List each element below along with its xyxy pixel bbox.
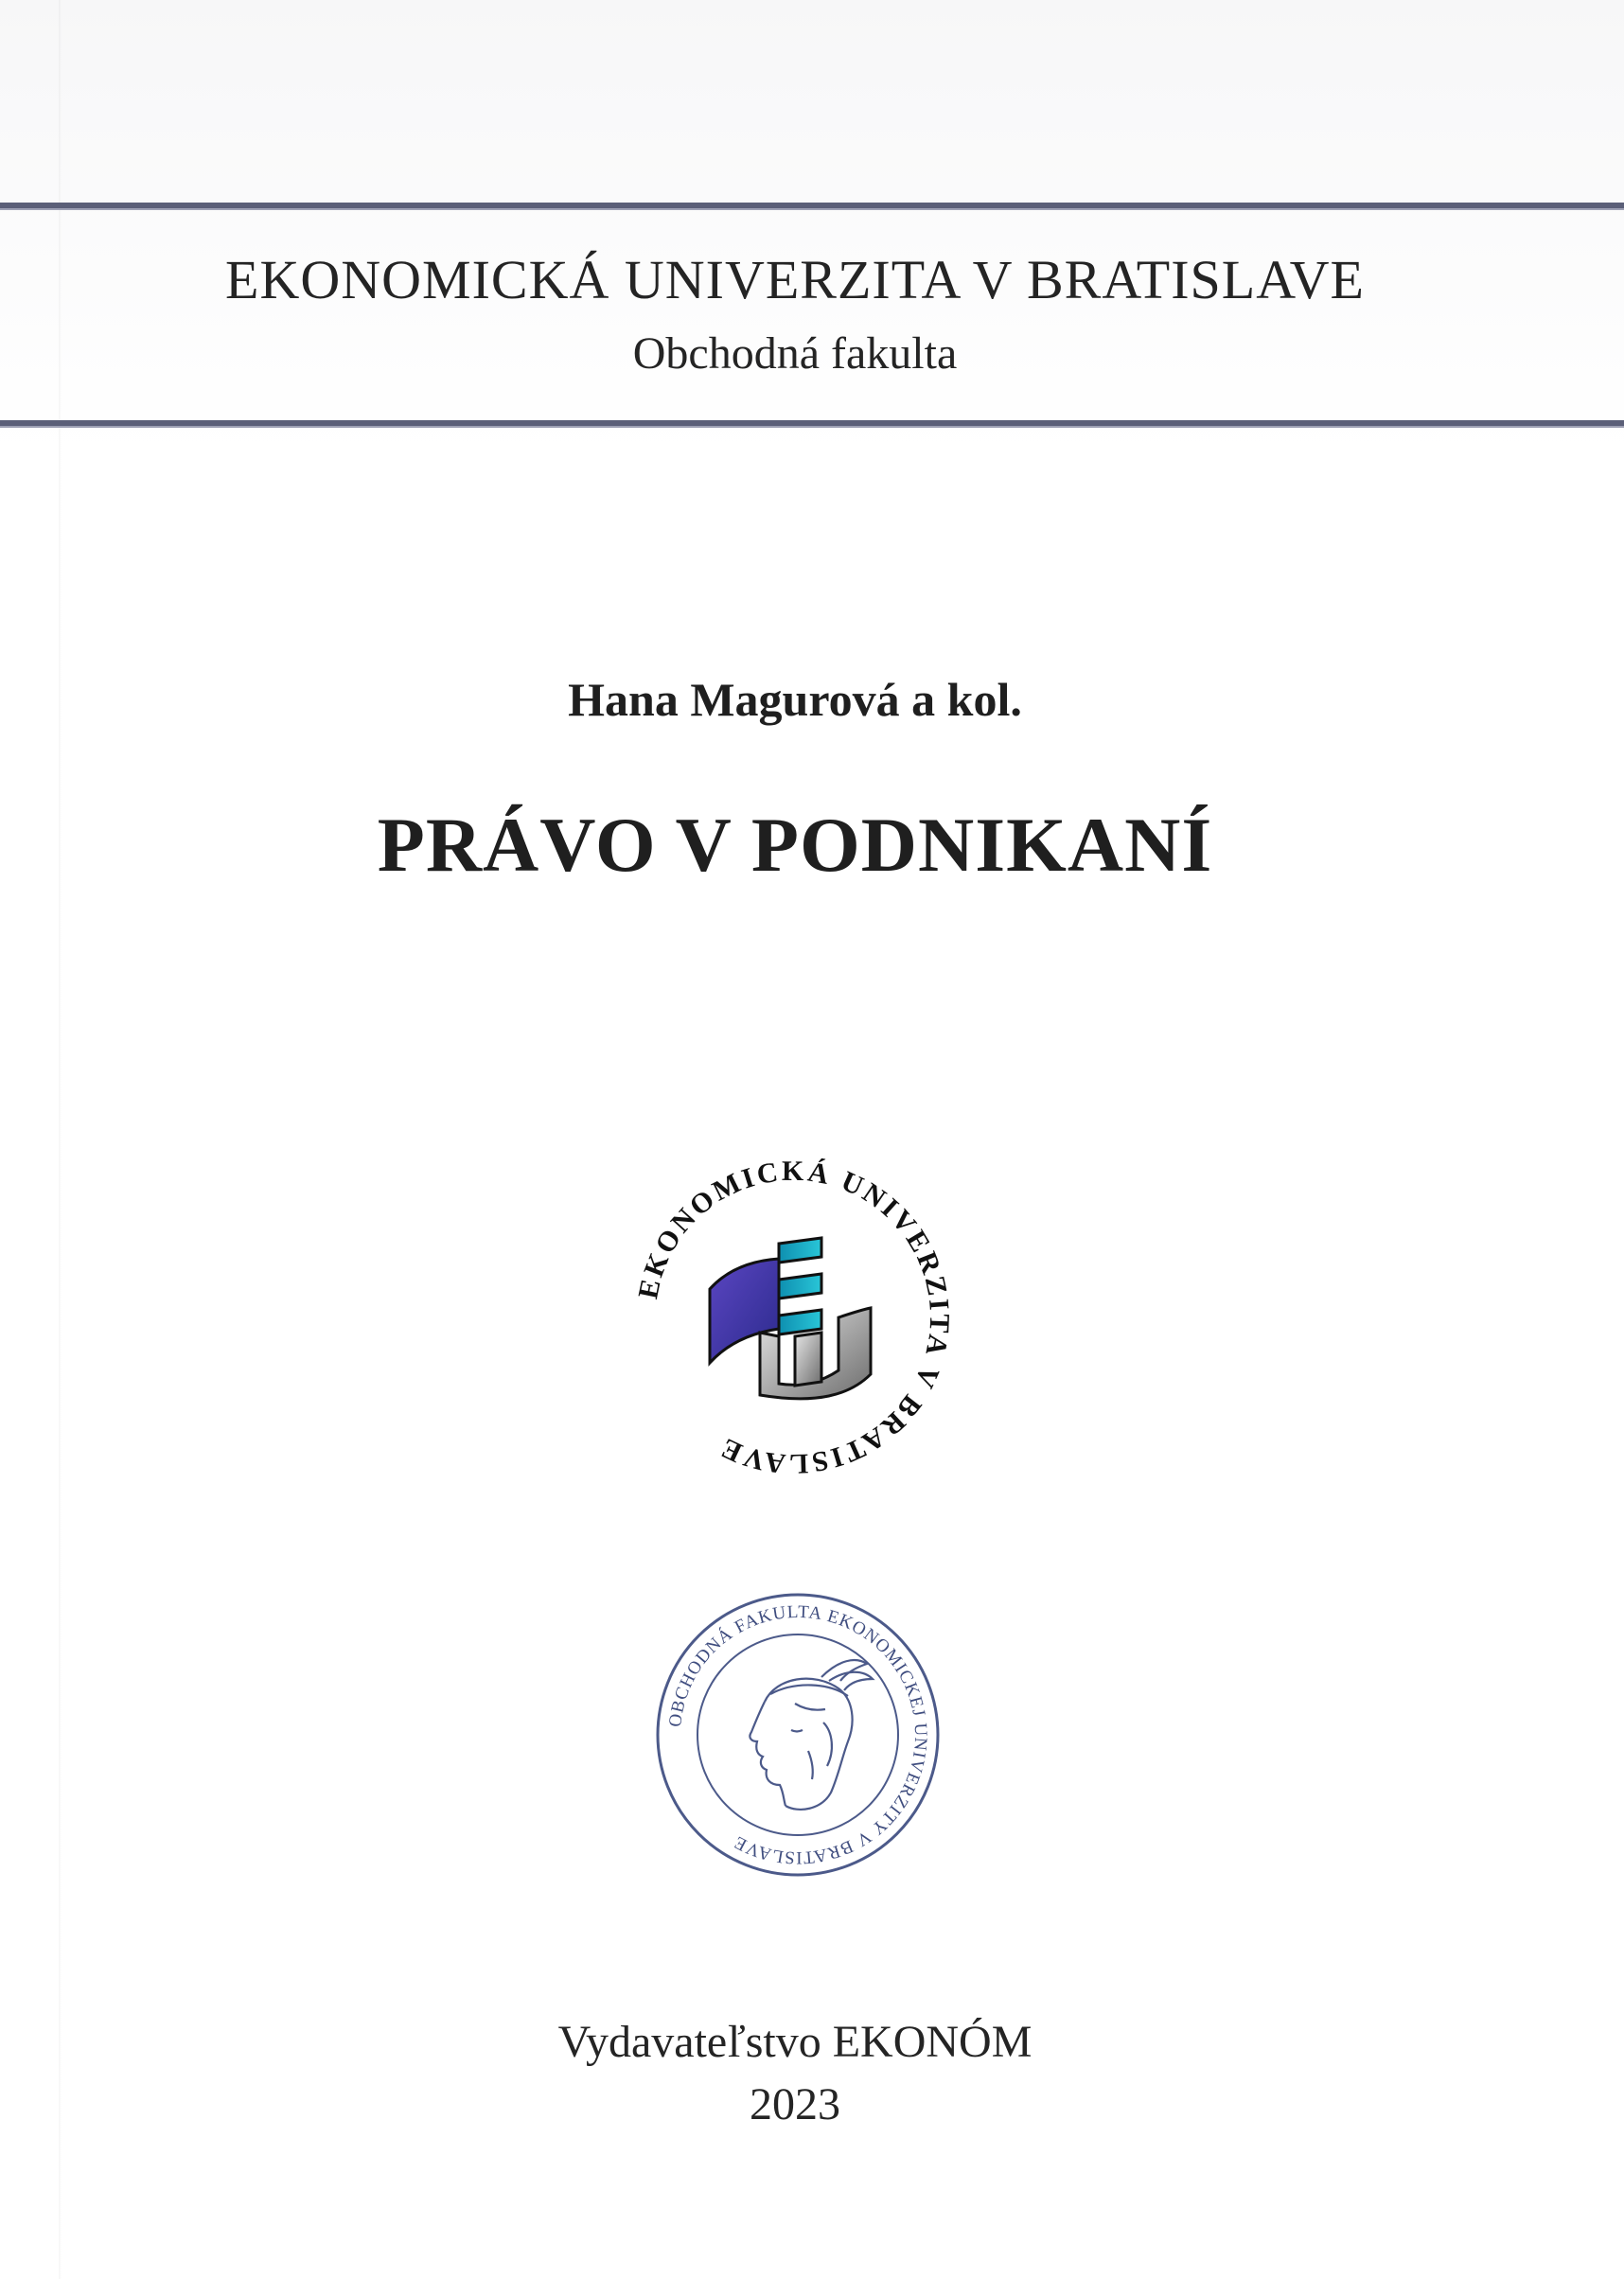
- university-name: EKONOMICKÁ UNIVERZITA V BRATISLAVE: [225, 249, 1365, 310]
- euba-ring-text: EKONOMICKÁ UNIVERZITA V BRATISLAVE: [632, 1155, 956, 1480]
- logo-cyan-stripe-3: [779, 1310, 821, 1334]
- bottom-header-rule: [0, 420, 1624, 428]
- hermes-seal-icon: [653, 1590, 943, 1880]
- logo-gray-stem: [795, 1333, 821, 1386]
- logo-cyan-stripe-2: [779, 1274, 821, 1298]
- svg-text:OBCHODNÁ FAKULTA EKONOMICKEJ U: [665, 1602, 930, 1867]
- logo-cyan-stripe-1: [779, 1238, 821, 1263]
- hermes-head-icon: [750, 1660, 873, 1810]
- euba-logo-icon: [623, 1147, 963, 1488]
- publication-year: 2023: [750, 2079, 840, 2129]
- faculty-name: Obchodná fakulta: [632, 328, 958, 379]
- publisher-name: Vydavateľstvo EKONÓM: [557, 2017, 1033, 2067]
- seal-ring-text: OBCHODNÁ FAKULTA EKONOMICKEJ UNIVERZITY V BRATISLAVE: [665, 1601, 931, 1868]
- top-header-rule: [0, 203, 1624, 210]
- book-author: Hana Magurová a kol.: [568, 673, 1022, 726]
- book-title: PRÁVO V PODNIKANÍ: [377, 802, 1213, 888]
